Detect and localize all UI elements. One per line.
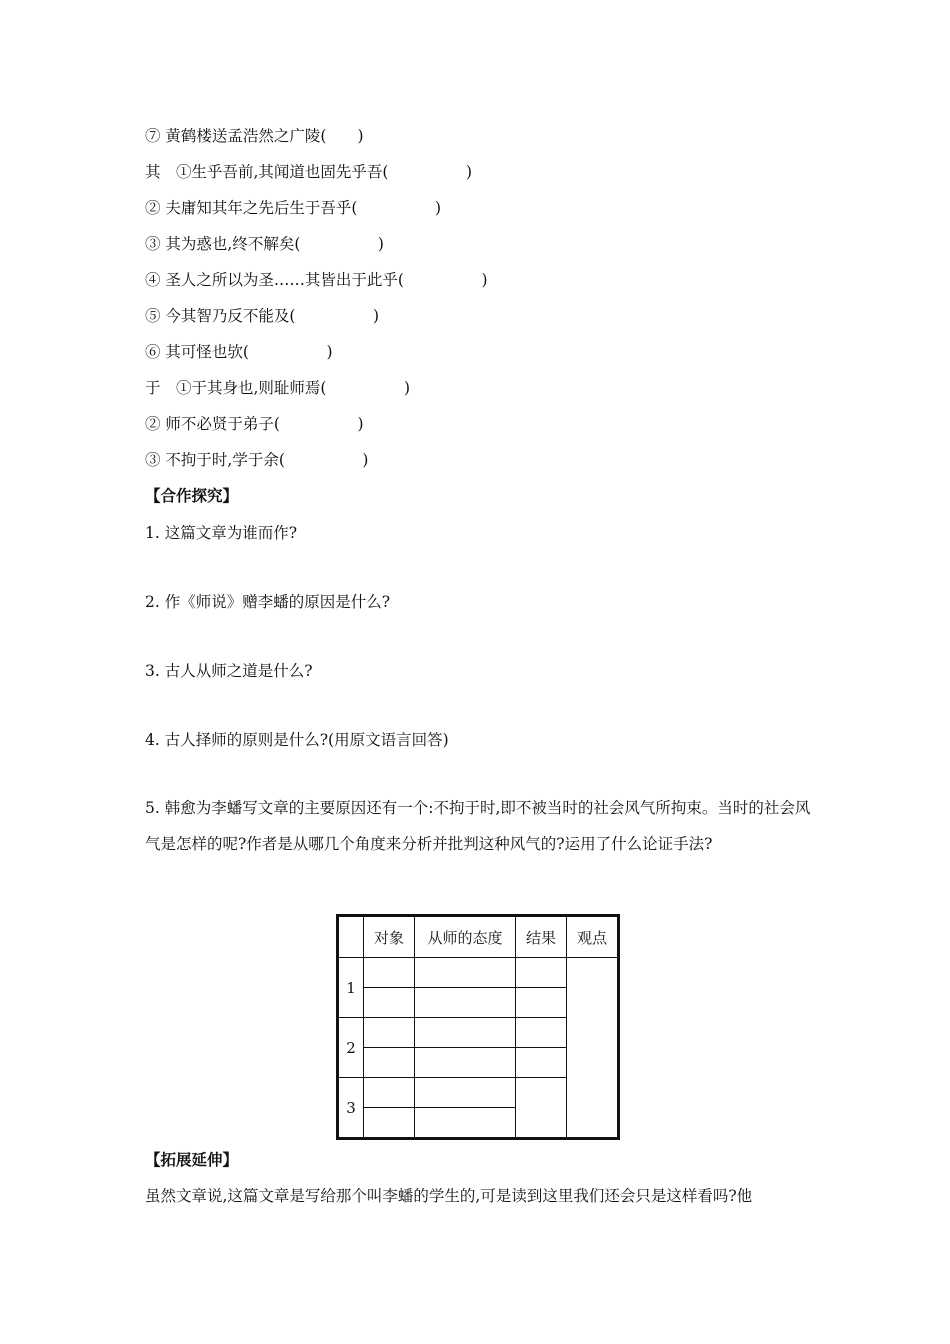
- exercise-line-yu-1: 于 ①于其身也,则耻师焉( ): [145, 379, 411, 397]
- table-cell: [364, 1108, 415, 1139]
- analysis-table: [336, 914, 620, 1140]
- table-cell: [364, 1078, 415, 1108]
- table-cell: [415, 988, 516, 1018]
- question-2: 2. 作《师说》赠李蟠的原因是什么?: [145, 593, 391, 611]
- section-heading-cooperative: 【合作探究】: [145, 486, 239, 505]
- table-row-number: 2: [338, 1018, 364, 1078]
- table-cell: [364, 958, 415, 988]
- table-cell: [415, 1108, 516, 1139]
- table-header-object: 对象: [364, 916, 415, 958]
- table-cell: [516, 958, 567, 988]
- table-cell: [516, 1048, 567, 1078]
- table-header-blank: [338, 916, 364, 958]
- question-5: 5. 韩愈为李蟠写文章的主要原因还有一个:不拘于时,即不被当时的社会风气所拘束。当时的社会风气是怎样的呢?作者是从哪几个角度来分析并批判这种风气的?运用了什么论证手法?: [145, 799, 811, 853]
- exercise-line-qi-5: ⑤ 今其智乃反不能及( ): [145, 307, 380, 325]
- table-cell: [364, 1048, 415, 1078]
- section-heading-extension: 【拓展延伸】: [145, 1150, 239, 1169]
- exercise-line-yu-3: ③ 不拘于时,学于余( ): [145, 451, 369, 469]
- table-cell: [415, 958, 516, 988]
- question-3: 3. 古人从师之道是什么?: [145, 662, 313, 680]
- exercise-line-yu-2: ② 师不必贤于弟子( ): [145, 415, 364, 433]
- exercise-line-qi-4: ④ 圣人之所以为圣……其皆出于此乎( ): [145, 271, 488, 289]
- table-header-attitude: 从师的态度: [415, 916, 516, 958]
- table-cell: [516, 988, 567, 1018]
- exercise-line-qi-2: ② 夫庸知其年之先后生于吾乎( ): [145, 199, 442, 217]
- table-header-viewpoint: 观点: [567, 916, 619, 958]
- table-cell-viewpoint: [567, 958, 619, 1139]
- table-cell: [364, 988, 415, 1018]
- extension-paragraph: 虽然文章说,这篇文章是写给那个叫李蟠的学生的,可是读到这里我们还会只是这样看吗?他: [145, 1187, 753, 1205]
- table-cell: [516, 1078, 567, 1139]
- table-cell: [364, 1018, 415, 1048]
- table-row-number: 3: [338, 1078, 364, 1139]
- table-header-result: 结果: [516, 916, 567, 958]
- table-cell: [516, 1018, 567, 1048]
- exercise-line-qi-3: ③ 其为惑也,终不解矣( ): [145, 235, 384, 253]
- table-cell: [415, 1078, 516, 1108]
- exercise-line-qi-6: ⑥ 其可怪也欤( ): [145, 343, 333, 361]
- exercise-line-qi-1: 其 ①生乎吾前,其闻道也固先乎吾( ): [145, 163, 473, 181]
- table-cell: [415, 1048, 516, 1078]
- table-row-number: 1: [338, 958, 364, 1018]
- question-4: 4. 古人择师的原则是什么?(用原文语言回答): [145, 731, 449, 749]
- question-1: 1. 这篇文章为谁而作?: [145, 524, 298, 542]
- table-cell: [415, 1018, 516, 1048]
- exercise-line-7: ⑦ 黄鹤楼送孟浩然之广陵( ): [145, 127, 364, 145]
